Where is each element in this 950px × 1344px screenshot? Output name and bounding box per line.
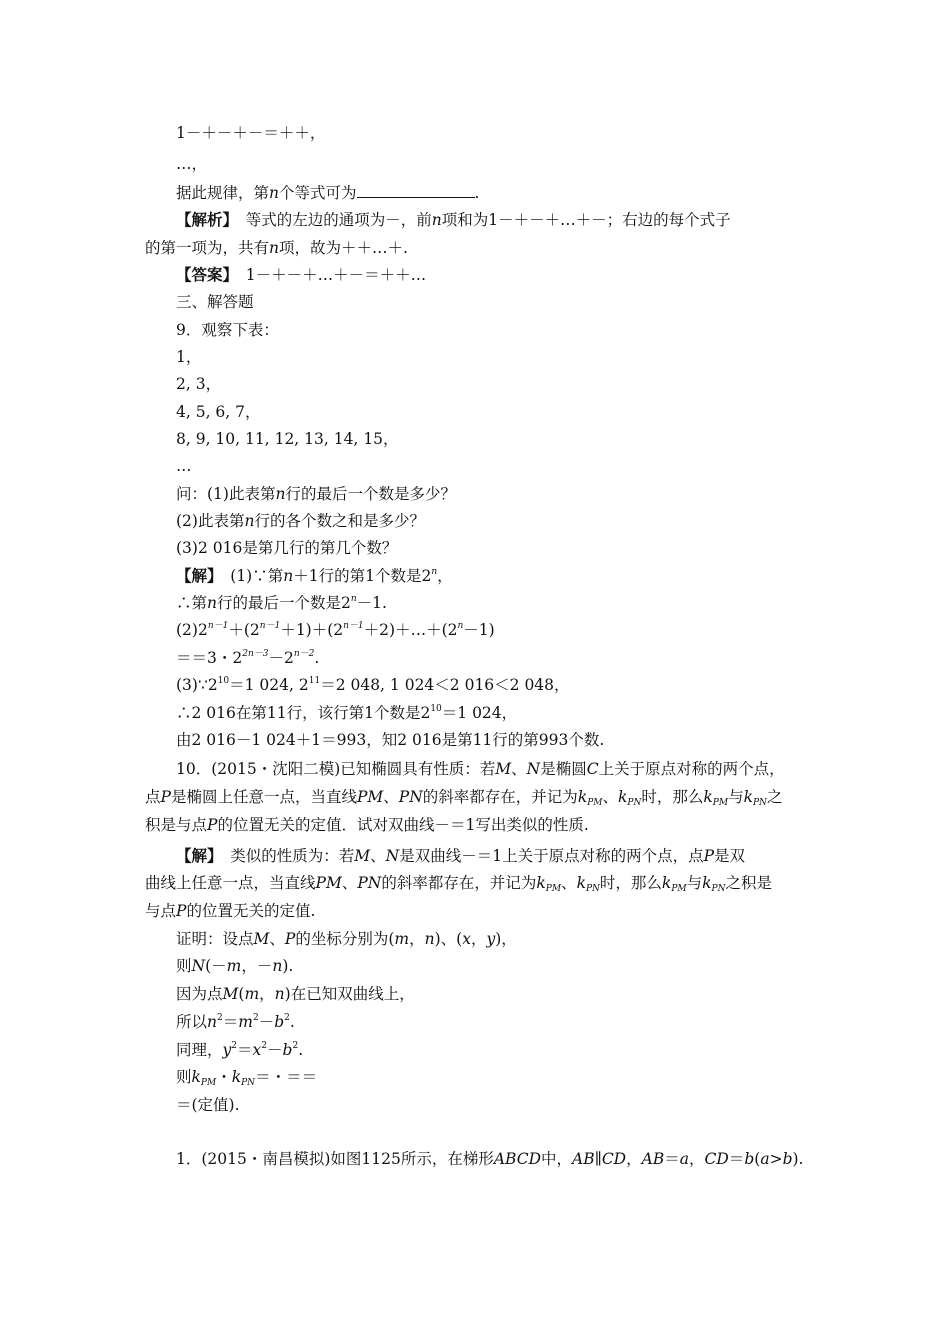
superscript: n: [431, 567, 438, 577]
text: 所以: [176, 1013, 208, 1031]
text: 的坐标分别为(: [295, 930, 395, 948]
math-var: n: [283, 567, 294, 585]
text: ＝1 024，: [441, 704, 518, 722]
text: 与点: [145, 902, 177, 920]
text: 项，故为＋＋…＋.: [279, 239, 408, 257]
text-line: [176, 956, 293, 976]
math-var: CD: [601, 1150, 627, 1168]
label-answer: 【答案】: [176, 265, 231, 284]
math-var: n: [424, 930, 435, 948]
text-line: [145, 238, 408, 258]
subscript: PN: [241, 1078, 256, 1088]
text-line: [176, 210, 731, 230]
text: ，: [626, 1150, 642, 1168]
math-var: m: [226, 957, 242, 975]
math-var: y: [486, 930, 496, 948]
text: ，: [470, 930, 487, 948]
subscript: PN: [711, 884, 726, 894]
math-var: P: [703, 847, 715, 865]
text: ＝: [222, 1013, 239, 1031]
text: 之: [766, 788, 783, 806]
text-line: [176, 759, 785, 779]
text: －: [258, 1013, 275, 1031]
subscript: PN: [585, 884, 600, 894]
math-var: PN: [357, 874, 382, 892]
math-var: M: [222, 985, 239, 1003]
superscript: n－1: [207, 621, 229, 631]
text: 1．(2015・南昌模拟)如图1125所示，在梯形: [176, 1150, 494, 1168]
text-line: [176, 1067, 317, 1087]
label-analysis: 【解析】: [176, 210, 231, 229]
math-var: b: [282, 1041, 293, 1059]
math-var: n: [272, 957, 283, 975]
text-line: [176, 1040, 303, 1060]
text: ＝2 048, 1 024＜2 016＜2 048，: [320, 676, 570, 694]
text: －2: [268, 649, 294, 667]
math-var: k: [618, 788, 628, 806]
text-line: [176, 593, 387, 613]
math-var: a: [760, 1150, 770, 1168]
answer-blank: [357, 183, 475, 198]
superscript: 2: [252, 1013, 259, 1023]
text: ・: [216, 1068, 232, 1086]
text: 2, 3，: [176, 375, 222, 393]
text: (2)2: [176, 621, 208, 639]
text: ＝(定值).: [176, 1096, 240, 1114]
text: 与: [686, 874, 703, 892]
math-var: n: [207, 594, 217, 612]
text-line: [145, 873, 772, 893]
text: 与: [728, 788, 744, 806]
math-var: CD: [704, 1150, 729, 1168]
text-line: [176, 648, 319, 668]
text: 曲线上任意一点，当直线: [145, 874, 316, 892]
text: 类似的性质为：若: [214, 847, 355, 865]
superscript: 11: [308, 676, 321, 686]
math-var: n: [207, 1013, 217, 1031]
subscript: PM: [545, 884, 562, 894]
math-var: n: [269, 239, 279, 257]
text: 之积是: [725, 874, 772, 892]
text: 时，那么: [641, 788, 704, 806]
text: 个等式可为: [279, 184, 357, 202]
text: ＝: [664, 1150, 680, 1168]
text: －: [267, 1041, 283, 1059]
superscript: n: [457, 621, 464, 631]
superscript: 10: [430, 704, 442, 714]
text: 的第一项为，共有: [145, 239, 270, 257]
math-var: m: [244, 985, 260, 1003]
superscript: n－1: [259, 621, 281, 631]
math-var: k: [661, 874, 672, 892]
text-line: [176, 566, 453, 586]
text-line: [145, 815, 589, 835]
text: ，: [688, 1150, 705, 1168]
text: ＝1 024, 2: [229, 676, 309, 694]
math-var: AB: [641, 1150, 665, 1168]
text-line: [176, 265, 426, 285]
math-var: AB: [572, 1150, 595, 1168]
superscript: n－1: [343, 621, 364, 631]
text: .: [298, 1041, 304, 1059]
math-var: m: [394, 930, 410, 948]
text: ∴2 016在第11行，该行第1个数是2: [176, 704, 431, 722]
text: ＝＝3・2: [176, 649, 243, 667]
math-var: P: [160, 788, 171, 806]
text: ，－: [241, 957, 273, 975]
math-var: N: [385, 847, 400, 865]
text-line: [145, 901, 315, 921]
text: 1－＋－＋…＋－＝＋＋…: [230, 266, 427, 284]
text-line: [176, 675, 570, 695]
text-line: [176, 511, 425, 531]
text: ＝: [237, 1041, 253, 1059]
text: (3)2 016是第几行的第几个数？: [176, 539, 398, 557]
text: ＝・＝＝: [255, 1068, 318, 1086]
label-solution: 【解】: [176, 846, 215, 865]
math-var: P: [284, 930, 296, 948]
math-var: x: [462, 930, 471, 948]
text: (2)此表第: [176, 512, 245, 530]
text: 10．(2015・沈阳二模)已知椭圆具有性质：若: [176, 760, 496, 778]
math-var: k: [577, 788, 588, 806]
text: …，: [176, 155, 208, 173]
text: ).: [282, 957, 294, 975]
math-var: n: [269, 184, 279, 202]
text: 、: [602, 788, 619, 806]
subscript: PN: [627, 798, 642, 808]
superscript: n: [350, 594, 357, 604]
text: )，: [495, 930, 517, 948]
math-var: P: [176, 902, 187, 920]
text: 4, 5, 6, 7，: [176, 403, 261, 421]
text: .: [474, 184, 480, 202]
math-var: PN: [398, 788, 423, 806]
math-var: PM: [315, 874, 342, 892]
math-var: k: [703, 788, 713, 806]
text-line: [176, 984, 415, 1004]
text: 是椭圆: [540, 760, 587, 778]
text: ，: [409, 930, 425, 948]
math-var: m: [238, 1013, 253, 1031]
text: ，: [437, 567, 453, 585]
superscript: 10: [217, 676, 230, 686]
label-solution: 【解】: [176, 566, 215, 585]
math-var: k: [743, 788, 753, 806]
text-line: [176, 154, 207, 174]
text: 同理，: [176, 1041, 223, 1059]
text: >: [769, 1150, 783, 1168]
text: －1): [463, 621, 495, 639]
math-var: a: [679, 1150, 689, 1168]
text-line: [176, 703, 517, 723]
text: 中，: [541, 1150, 573, 1168]
text: 是双曲线－＝1上关于原点对称的两个点，点: [399, 847, 704, 865]
text: )、(: [434, 930, 463, 948]
math-var: b: [274, 1013, 285, 1031]
text: 项和为1－＋－＋…＋－；右边的每个式子: [441, 211, 731, 229]
text: ＋1行的第1个数是2: [293, 567, 432, 585]
text-line: [176, 1095, 240, 1115]
superscript: 2n－3: [242, 649, 269, 659]
text: .: [289, 1013, 295, 1031]
math-var: PM: [356, 788, 384, 806]
text-line: [176, 402, 261, 422]
text-line: [176, 320, 279, 340]
text: 、: [370, 847, 386, 865]
text: 问：(1)此表第: [176, 485, 276, 503]
text: 、: [383, 788, 399, 806]
superscript: n－2: [293, 649, 315, 659]
text-line: [176, 484, 456, 504]
subscript: PM: [671, 884, 687, 894]
text-line: [176, 846, 745, 866]
text: ＋(2: [228, 621, 260, 639]
superscript: 2: [217, 1013, 223, 1023]
section-heading: [176, 292, 254, 312]
math-var: y: [222, 1041, 232, 1059]
math-var: N: [526, 760, 541, 778]
subscript: PN: [752, 798, 767, 808]
text: 点: [145, 788, 161, 806]
text: 行的最后一个数是多少？: [285, 485, 456, 503]
text: ∥: [594, 1150, 602, 1168]
math-var: x: [252, 1041, 262, 1059]
text: 则: [176, 957, 192, 975]
math-var: M: [354, 847, 371, 865]
text: 8, 9, 10, 11, 12, 13, 14, 15，: [176, 430, 399, 448]
text: 的斜率都存在，并记为: [381, 874, 537, 892]
text-line: [176, 429, 399, 449]
text: ∴第: [176, 594, 208, 612]
text: ＋1)＋(2: [280, 621, 344, 639]
superscript: 2: [231, 1041, 238, 1051]
text: 的位置无关的定值.: [186, 902, 316, 920]
math-var: b: [782, 1150, 793, 1168]
text: 行的最后一个数是2: [217, 594, 351, 612]
math-var: M: [495, 760, 512, 778]
text: …: [176, 457, 192, 475]
text: 由2 016－1 024＋1＝993，知2 016是第11行的第993个数.: [176, 731, 605, 749]
text: 、: [511, 760, 527, 778]
subscript: PM: [587, 798, 603, 808]
math-var: C: [586, 760, 599, 778]
text-line: [176, 538, 397, 558]
text: 1－＋－＋－＝＋＋，: [176, 124, 326, 142]
math-var: n: [274, 985, 285, 1003]
superscript: 2: [292, 1041, 299, 1051]
text: ).: [792, 1150, 804, 1168]
math-var: n: [431, 211, 442, 229]
superscript: 2: [284, 1013, 290, 1023]
text: (: [754, 1150, 761, 1168]
math-var: n: [275, 485, 286, 503]
text: 、: [341, 874, 358, 892]
text: 、: [561, 874, 577, 892]
math-var: k: [231, 1068, 242, 1086]
math-var: M: [253, 930, 270, 948]
text: (1)∵第: [214, 567, 284, 585]
text: 9．观察下表：: [176, 321, 279, 339]
math-var: n: [244, 512, 255, 530]
text-line: [176, 456, 192, 476]
text: 时，那么: [599, 874, 662, 892]
text: 三、解答题: [176, 293, 254, 311]
text-line: [176, 183, 479, 203]
math-var: ABCD: [493, 1150, 542, 1168]
text: 等式的左边的通项为－，前: [230, 211, 432, 229]
text: (3)∵2: [176, 676, 218, 694]
math-var: k: [702, 874, 712, 892]
text-line: [176, 730, 604, 750]
text: 因为点: [176, 985, 223, 1003]
text: (－: [205, 957, 227, 975]
text-line: [176, 1012, 295, 1032]
text-line: [176, 620, 495, 640]
text: 积是与点: [145, 816, 208, 834]
text: －1.: [356, 594, 387, 612]
text: 上关于原点对称的两个点，: [598, 760, 785, 778]
text: 则: [176, 1068, 192, 1086]
superscript: 2: [261, 1041, 268, 1051]
text: (: [238, 985, 245, 1003]
text-line: [176, 123, 325, 143]
text: 是双: [714, 847, 746, 865]
text: ＋2)＋…＋(2: [363, 621, 458, 639]
text: )在已知双曲线上，: [284, 985, 415, 1003]
text: 的斜率都存在，并记为: [422, 788, 578, 806]
subscript: PM: [712, 798, 729, 808]
math-var: k: [536, 874, 546, 892]
subscript: PM: [200, 1078, 217, 1088]
text-line: [176, 374, 221, 394]
text: 的位置无关的定值．试对双曲线－＝1写出类似的性质.: [217, 816, 589, 834]
math-var: k: [191, 1068, 201, 1086]
text: .: [314, 649, 320, 667]
text: 是椭圆上任意一点，当直线: [170, 788, 357, 806]
text: 据此规律，第: [176, 184, 270, 202]
text: 证明：设点: [176, 930, 254, 948]
math-var: N: [191, 957, 206, 975]
text: 1，: [176, 348, 202, 366]
text: ，: [259, 985, 275, 1003]
text-line: [176, 347, 201, 367]
text: 行的各个数之和是多少？: [254, 512, 425, 530]
text-line: [176, 1149, 803, 1169]
text: 、: [269, 930, 285, 948]
text-line: [176, 929, 517, 949]
text: ＝: [728, 1150, 745, 1168]
math-var: P: [207, 816, 218, 834]
math-var: b: [744, 1150, 755, 1168]
text-line: [145, 787, 782, 807]
math-var: k: [576, 874, 586, 892]
